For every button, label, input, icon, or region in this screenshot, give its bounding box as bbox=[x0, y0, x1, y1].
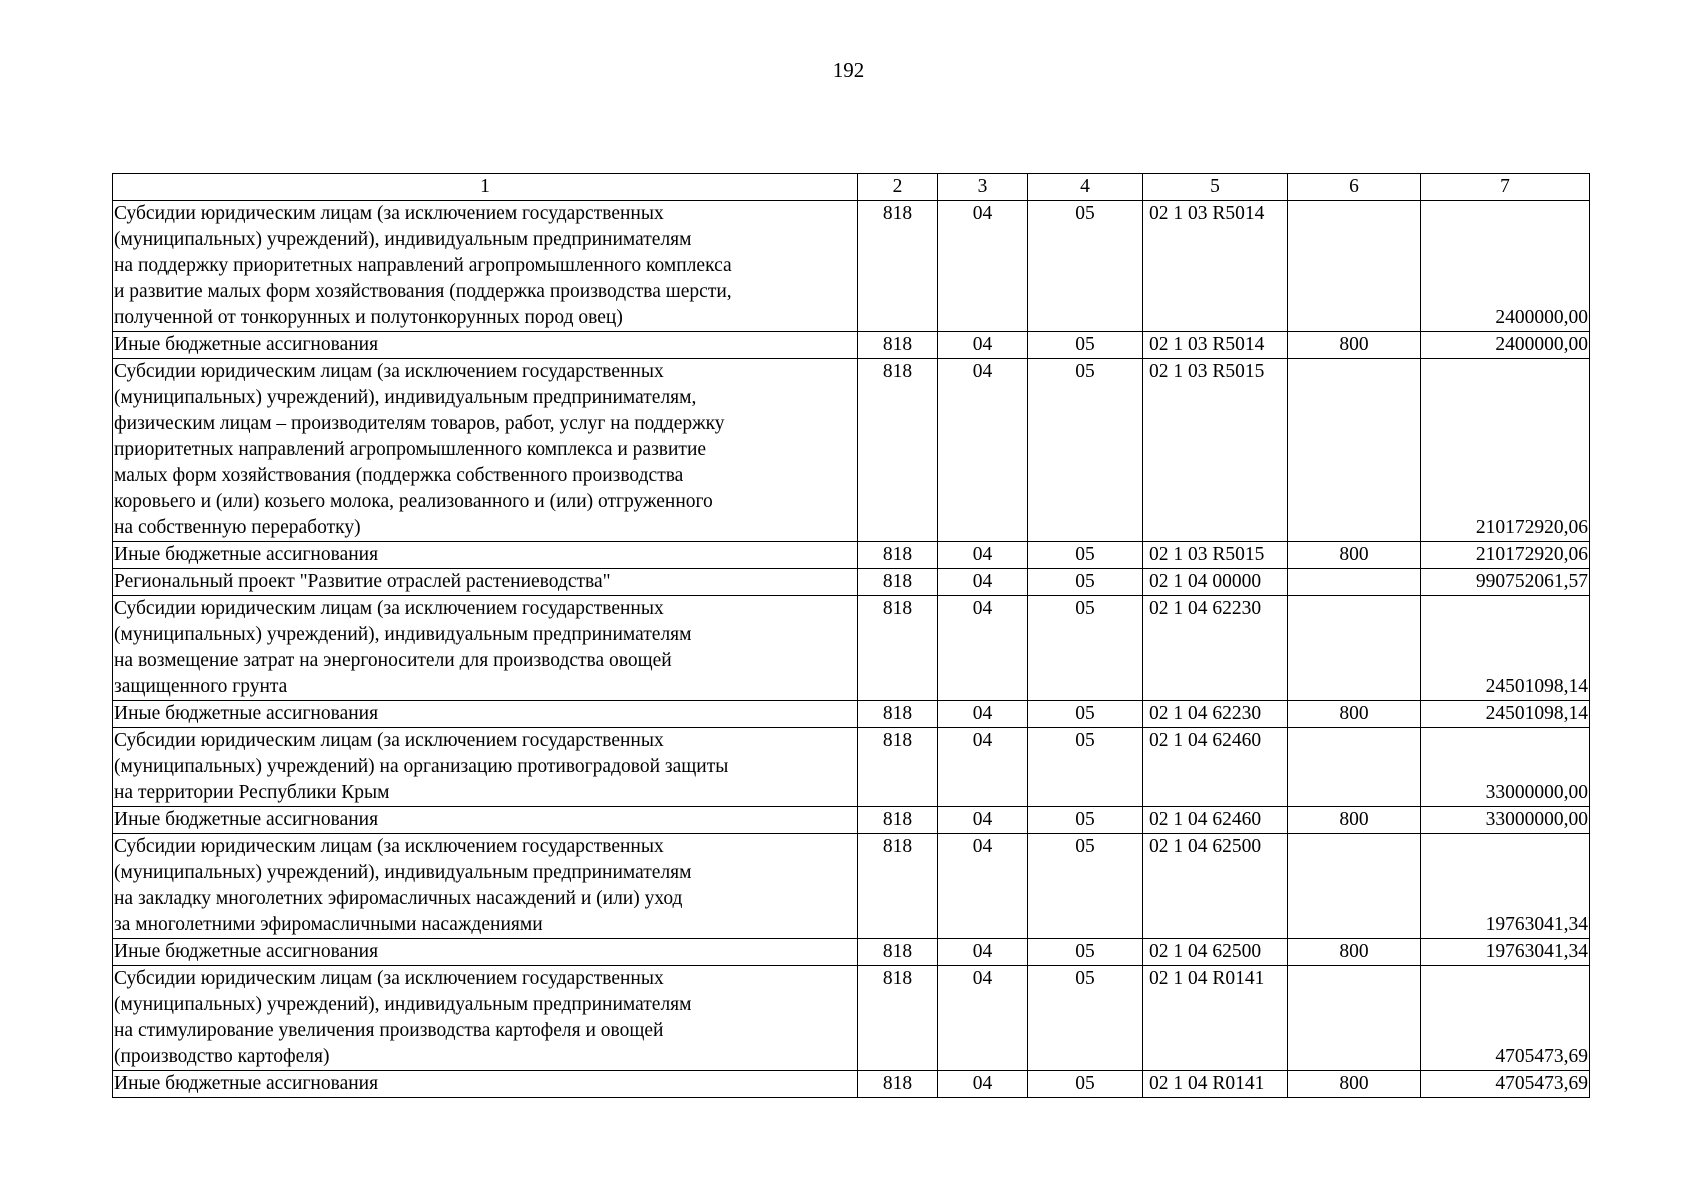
expense-type-code bbox=[1288, 201, 1421, 332]
target-article-code: 02 1 03 R5014 bbox=[1143, 201, 1288, 332]
table-row bbox=[113, 201, 1590, 332]
ministry-code: 818 bbox=[858, 201, 938, 332]
row-name: Иные бюджетные ассигнования bbox=[113, 542, 858, 569]
section-code: 04 bbox=[938, 939, 1028, 966]
table-row bbox=[113, 939, 1590, 966]
expense-type-code bbox=[1288, 728, 1421, 807]
subsection-code: 05 bbox=[1028, 569, 1143, 596]
section-code: 04 bbox=[938, 596, 1028, 701]
header-row bbox=[113, 174, 1590, 201]
amount: 2400000,00 bbox=[1421, 201, 1590, 332]
row-name: Иные бюджетные ассигнования bbox=[113, 701, 858, 728]
amount: 210172920,06 bbox=[1421, 359, 1590, 542]
column-header: 7 bbox=[1421, 174, 1590, 201]
target-article-code: 02 1 04 62500 bbox=[1143, 834, 1288, 939]
section-code: 04 bbox=[938, 332, 1028, 359]
expense-type-code bbox=[1288, 966, 1421, 1071]
table-row bbox=[113, 728, 1590, 807]
ministry-code: 818 bbox=[858, 332, 938, 359]
ministry-code: 818 bbox=[858, 1071, 938, 1098]
column-header: 5 bbox=[1143, 174, 1288, 201]
row-name: Субсидии юридическим лицам (за исключением государственных (муниципальных) учреждений), индивидуальным предпринимателям на стимулирование увеличения производства картофеля и овощей (производство картофеля) bbox=[113, 966, 858, 1071]
table-row bbox=[113, 701, 1590, 728]
row-name: Субсидии юридическим лицам (за исключением государственных (муниципальных) учреждений), индивидуальным предпринимателям на поддержку приоритетных направлений агропромышленного комплекса и развитие малых форм хозяйствования (поддержка производства шерсти, полученной от тонкорунных и полутонкорунных пород овец) bbox=[113, 201, 858, 332]
amount: 24501098,14 bbox=[1421, 701, 1590, 728]
target-article-code: 02 1 03 R5015 bbox=[1143, 359, 1288, 542]
ministry-code: 818 bbox=[858, 834, 938, 939]
row-name: Субсидии юридическим лицам (за исключением государственных (муниципальных) учреждений), индивидуальным предпринимателям на возмещение затрат на энергоносители для производства овощей защищенного грунта bbox=[113, 596, 858, 701]
section-code: 04 bbox=[938, 701, 1028, 728]
subsection-code: 05 bbox=[1028, 701, 1143, 728]
expense-type-code: 800 bbox=[1288, 1071, 1421, 1098]
table-row bbox=[113, 1071, 1590, 1098]
column-header: 2 bbox=[858, 174, 938, 201]
row-name: Субсидии юридическим лицам (за исключением государственных (муниципальных) учреждений) на организацию противоградовой защиты на территории Республики Крым bbox=[113, 728, 858, 807]
row-name: Субсидии юридическим лицам (за исключением государственных (муниципальных) учреждений), индивидуальным предпринимателям, физическим лицам – производителям товаров, работ, услуг на поддержку приоритетных направлений агропромышленного комплекса и развитие малых форм хозяйствования (поддержка собственного производства коровьего и (или) козьего молока, реализованного и (или) отгруженного на собственную переработку) bbox=[113, 359, 858, 542]
expense-type-code: 800 bbox=[1288, 701, 1421, 728]
row-name: Иные бюджетные ассигнования bbox=[113, 807, 858, 834]
amount: 19763041,34 bbox=[1421, 834, 1590, 939]
expense-type-code bbox=[1288, 359, 1421, 542]
ministry-code: 818 bbox=[858, 569, 938, 596]
section-code: 04 bbox=[938, 569, 1028, 596]
target-article-code: 02 1 04 62230 bbox=[1143, 701, 1288, 728]
subsection-code: 05 bbox=[1028, 359, 1143, 542]
section-code: 04 bbox=[938, 728, 1028, 807]
section-code: 04 bbox=[938, 201, 1028, 332]
target-article-code: 02 1 04 00000 bbox=[1143, 569, 1288, 596]
column-header: 6 bbox=[1288, 174, 1421, 201]
subsection-code: 05 bbox=[1028, 596, 1143, 701]
table-row bbox=[113, 359, 1590, 542]
amount: 33000000,00 bbox=[1421, 807, 1590, 834]
amount: 4705473,69 bbox=[1421, 966, 1590, 1071]
ministry-code: 818 bbox=[858, 542, 938, 569]
table-row bbox=[113, 966, 1590, 1071]
target-article-code: 02 1 04 62460 bbox=[1143, 807, 1288, 834]
table-body bbox=[113, 201, 1590, 1098]
target-article-code: 02 1 03 R5015 bbox=[1143, 542, 1288, 569]
subsection-code: 05 bbox=[1028, 939, 1143, 966]
section-code: 04 bbox=[938, 359, 1028, 542]
ministry-code: 818 bbox=[858, 596, 938, 701]
target-article-code: 02 1 04 R0141 bbox=[1143, 1071, 1288, 1098]
subsection-code: 05 bbox=[1028, 332, 1143, 359]
column-header: 1 bbox=[113, 174, 858, 201]
amount: 33000000,00 bbox=[1421, 728, 1590, 807]
table-row bbox=[113, 807, 1590, 834]
ministry-code: 818 bbox=[858, 728, 938, 807]
ministry-code: 818 bbox=[858, 939, 938, 966]
row-name: Иные бюджетные ассигнования bbox=[113, 939, 858, 966]
ministry-code: 818 bbox=[858, 359, 938, 542]
page-number: 192 bbox=[832, 58, 865, 82]
table-row bbox=[113, 834, 1590, 939]
subsection-code: 05 bbox=[1028, 201, 1143, 332]
ministry-code: 818 bbox=[858, 701, 938, 728]
row-name: Региональный проект "Развитие отраслей растениеводства" bbox=[113, 569, 858, 596]
column-header: 3 bbox=[938, 174, 1028, 201]
amount: 210172920,06 bbox=[1421, 542, 1590, 569]
amount: 2400000,00 bbox=[1421, 332, 1590, 359]
target-article-code: 02 1 03 R5014 bbox=[1143, 332, 1288, 359]
subsection-code: 05 bbox=[1028, 1071, 1143, 1098]
table-row bbox=[113, 569, 1590, 596]
amount: 4705473,69 bbox=[1421, 1071, 1590, 1098]
section-code: 04 bbox=[938, 542, 1028, 569]
amount: 24501098,14 bbox=[1421, 596, 1590, 701]
expense-type-code: 800 bbox=[1288, 542, 1421, 569]
expense-type-code bbox=[1288, 834, 1421, 939]
section-code: 04 bbox=[938, 834, 1028, 939]
table-row bbox=[113, 542, 1590, 569]
expense-type-code: 800 bbox=[1288, 332, 1421, 359]
subsection-code: 05 bbox=[1028, 542, 1143, 569]
row-name: Иные бюджетные ассигнования bbox=[113, 332, 858, 359]
subsection-code: 05 bbox=[1028, 966, 1143, 1071]
table-header bbox=[113, 174, 1590, 201]
section-code: 04 bbox=[938, 966, 1028, 1071]
target-article-code: 02 1 04 62460 bbox=[1143, 728, 1288, 807]
amount: 990752061,57 bbox=[1421, 569, 1590, 596]
ministry-code: 818 bbox=[858, 807, 938, 834]
expense-type-code: 800 bbox=[1288, 807, 1421, 834]
subsection-code: 05 bbox=[1028, 728, 1143, 807]
row-name: Иные бюджетные ассигнования bbox=[113, 1071, 858, 1098]
subsection-code: 05 bbox=[1028, 834, 1143, 939]
expense-type-code bbox=[1288, 596, 1421, 701]
expense-type-code bbox=[1288, 569, 1421, 596]
column-header: 4 bbox=[1028, 174, 1143, 201]
target-article-code: 02 1 04 R0141 bbox=[1143, 966, 1288, 1071]
row-name: Субсидии юридическим лицам (за исключением государственных (муниципальных) учреждений), индивидуальным предпринимателям на закладку многолетних эфиромасличных насаждений и (или) уход за многолетними эфиромасличными насаждениями bbox=[113, 834, 858, 939]
target-article-code: 02 1 04 62230 bbox=[1143, 596, 1288, 701]
budget-table bbox=[112, 173, 1590, 1098]
section-code: 04 bbox=[938, 807, 1028, 834]
target-article-code: 02 1 04 62500 bbox=[1143, 939, 1288, 966]
table-row bbox=[113, 332, 1590, 359]
table-row bbox=[113, 596, 1590, 701]
amount: 19763041,34 bbox=[1421, 939, 1590, 966]
subsection-code: 05 bbox=[1028, 807, 1143, 834]
ministry-code: 818 bbox=[858, 966, 938, 1071]
expense-type-code: 800 bbox=[1288, 939, 1421, 966]
section-code: 04 bbox=[938, 1071, 1028, 1098]
